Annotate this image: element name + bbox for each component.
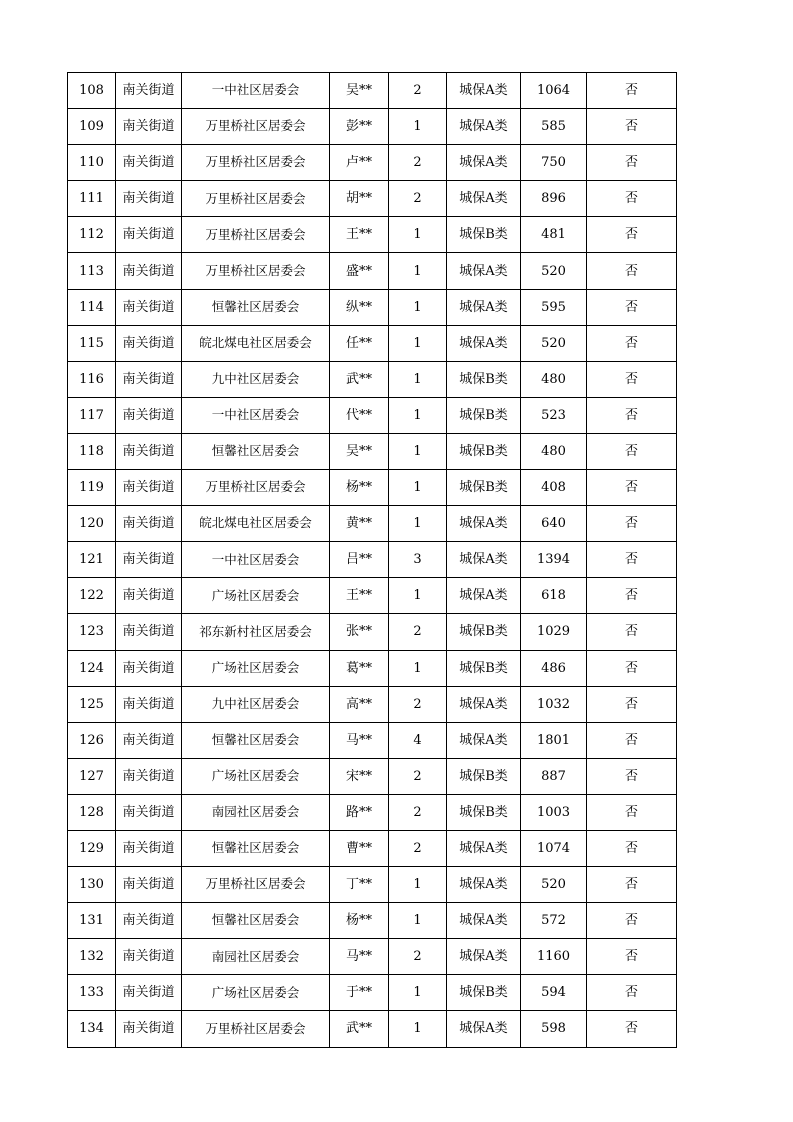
cell-household-size: 1 [389, 975, 447, 1011]
cell-insurance-category: 城保A类 [447, 722, 521, 758]
cell-insurance-category: 城保A类 [447, 830, 521, 866]
cell-person-name: 宋** [330, 758, 389, 794]
cell-person-name: 葛** [330, 650, 389, 686]
cell-row-number: 122 [68, 578, 116, 614]
cell-community-committee: 祁东新村社区居委会 [182, 614, 330, 650]
table-row [68, 1011, 677, 1047]
cell-insurance-category: 城保A类 [447, 253, 521, 289]
cell-flag: 否 [587, 686, 677, 722]
cell-household-size: 2 [389, 758, 447, 794]
cell-community-committee: 恒馨社区居委会 [182, 722, 330, 758]
cell-subdistrict: 南关街道 [116, 578, 182, 614]
cell-amount: 480 [521, 433, 587, 469]
cell-row-number: 116 [68, 361, 116, 397]
cell-amount: 523 [521, 397, 587, 433]
cell-person-name: 武** [330, 1011, 389, 1047]
table-row [68, 470, 677, 506]
table-row [68, 433, 677, 469]
cell-flag: 否 [587, 867, 677, 903]
cell-subdistrict: 南关街道 [116, 614, 182, 650]
cell-amount: 887 [521, 758, 587, 794]
cell-community-committee: 广场社区居委会 [182, 578, 330, 614]
cell-insurance-category: 城保B类 [447, 217, 521, 253]
cell-row-number: 117 [68, 397, 116, 433]
cell-person-name: 高** [330, 686, 389, 722]
cell-person-name: 张** [330, 614, 389, 650]
cell-insurance-category: 城保B类 [447, 614, 521, 650]
cell-household-size: 1 [389, 217, 447, 253]
table-row [68, 830, 677, 866]
cell-person-name: 吕** [330, 542, 389, 578]
cell-row-number: 132 [68, 939, 116, 975]
cell-flag: 否 [587, 253, 677, 289]
cell-insurance-category: 城保B类 [447, 397, 521, 433]
cell-household-size: 2 [389, 794, 447, 830]
cell-row-number: 119 [68, 470, 116, 506]
cell-household-size: 2 [389, 73, 447, 109]
cell-subdistrict: 南关街道 [116, 289, 182, 325]
cell-amount: 1029 [521, 614, 587, 650]
cell-amount: 585 [521, 109, 587, 145]
cell-household-size: 3 [389, 542, 447, 578]
cell-insurance-category: 城保A类 [447, 506, 521, 542]
cell-amount: 618 [521, 578, 587, 614]
cell-row-number: 111 [68, 181, 116, 217]
cell-insurance-category: 城保A类 [447, 1011, 521, 1047]
cell-subdistrict: 南关街道 [116, 975, 182, 1011]
cell-flag: 否 [587, 109, 677, 145]
cell-community-committee: 皖北煤电社区居委会 [182, 325, 330, 361]
cell-person-name: 曹** [330, 830, 389, 866]
cell-household-size: 1 [389, 109, 447, 145]
cell-flag: 否 [587, 975, 677, 1011]
cell-flag: 否 [587, 506, 677, 542]
table-row [68, 867, 677, 903]
cell-subdistrict: 南关街道 [116, 470, 182, 506]
cell-flag: 否 [587, 145, 677, 181]
cell-household-size: 1 [389, 650, 447, 686]
cell-amount: 520 [521, 253, 587, 289]
cell-person-name: 杨** [330, 470, 389, 506]
cell-household-size: 4 [389, 722, 447, 758]
cell-household-size: 1 [389, 867, 447, 903]
cell-amount: 750 [521, 145, 587, 181]
cell-flag: 否 [587, 289, 677, 325]
cell-subdistrict: 南关街道 [116, 903, 182, 939]
table-row [68, 361, 677, 397]
cell-community-committee: 万里桥社区居委会 [182, 1011, 330, 1047]
cell-community-committee: 南园社区居委会 [182, 939, 330, 975]
cell-row-number: 108 [68, 73, 116, 109]
cell-person-name: 纵** [330, 289, 389, 325]
cell-community-committee: 南园社区居委会 [182, 794, 330, 830]
cell-subdistrict: 南关街道 [116, 397, 182, 433]
cell-person-name: 马** [330, 722, 389, 758]
cell-amount: 408 [521, 470, 587, 506]
cell-insurance-category: 城保A类 [447, 542, 521, 578]
cell-insurance-category: 城保B类 [447, 758, 521, 794]
cell-row-number: 109 [68, 109, 116, 145]
cell-amount: 481 [521, 217, 587, 253]
cell-household-size: 1 [389, 903, 447, 939]
cell-flag: 否 [587, 181, 677, 217]
cell-subdistrict: 南关街道 [116, 73, 182, 109]
cell-community-committee: 九中社区居委会 [182, 361, 330, 397]
cell-row-number: 128 [68, 794, 116, 830]
cell-insurance-category: 城保B类 [447, 650, 521, 686]
cell-household-size: 1 [389, 325, 447, 361]
cell-subdistrict: 南关街道 [116, 722, 182, 758]
cell-flag: 否 [587, 830, 677, 866]
cell-subdistrict: 南关街道 [116, 542, 182, 578]
cell-subdistrict: 南关街道 [116, 939, 182, 975]
cell-row-number: 115 [68, 325, 116, 361]
cell-household-size: 1 [389, 470, 447, 506]
cell-amount: 595 [521, 289, 587, 325]
cell-household-size: 1 [389, 433, 447, 469]
cell-person-name: 任** [330, 325, 389, 361]
cell-community-committee: 广场社区居委会 [182, 650, 330, 686]
cell-row-number: 126 [68, 722, 116, 758]
table-row [68, 109, 677, 145]
cell-amount: 480 [521, 361, 587, 397]
cell-insurance-category: 城保A类 [447, 939, 521, 975]
cell-insurance-category: 城保A类 [447, 578, 521, 614]
cell-subdistrict: 南关街道 [116, 145, 182, 181]
cell-insurance-category: 城保A类 [447, 73, 521, 109]
cell-row-number: 125 [68, 686, 116, 722]
cell-amount: 520 [521, 325, 587, 361]
cell-flag: 否 [587, 217, 677, 253]
cell-insurance-category: 城保B类 [447, 975, 521, 1011]
cell-amount: 896 [521, 181, 587, 217]
cell-household-size: 2 [389, 145, 447, 181]
cell-person-name: 路** [330, 794, 389, 830]
cell-flag: 否 [587, 650, 677, 686]
cell-subdistrict: 南关街道 [116, 506, 182, 542]
cell-person-name: 吴** [330, 433, 389, 469]
cell-flag: 否 [587, 361, 677, 397]
cell-row-number: 114 [68, 289, 116, 325]
cell-person-name: 杨** [330, 903, 389, 939]
cell-household-size: 2 [389, 181, 447, 217]
cell-subdistrict: 南关街道 [116, 1011, 182, 1047]
cell-flag: 否 [587, 614, 677, 650]
cell-flag: 否 [587, 73, 677, 109]
cell-flag: 否 [587, 397, 677, 433]
cell-amount: 486 [521, 650, 587, 686]
cell-person-name: 王** [330, 578, 389, 614]
cell-subdistrict: 南关街道 [116, 109, 182, 145]
cell-subdistrict: 南关街道 [116, 867, 182, 903]
cell-community-committee: 一中社区居委会 [182, 397, 330, 433]
cell-amount: 1032 [521, 686, 587, 722]
cell-amount: 1074 [521, 830, 587, 866]
table-row [68, 578, 677, 614]
table-row [68, 253, 677, 289]
cell-person-name: 代** [330, 397, 389, 433]
cell-community-committee: 万里桥社区居委会 [182, 253, 330, 289]
cell-subdistrict: 南关街道 [116, 253, 182, 289]
cell-row-number: 118 [68, 433, 116, 469]
table-row [68, 903, 677, 939]
cell-person-name: 王** [330, 217, 389, 253]
cell-insurance-category: 城保B类 [447, 794, 521, 830]
cell-household-size: 1 [389, 1011, 447, 1047]
cell-flag: 否 [587, 794, 677, 830]
table-row [68, 325, 677, 361]
cell-community-committee: 广场社区居委会 [182, 975, 330, 1011]
cell-community-committee: 万里桥社区居委会 [182, 217, 330, 253]
table-row [68, 73, 677, 109]
cell-insurance-category: 城保A类 [447, 903, 521, 939]
table-row [68, 758, 677, 794]
table-row [68, 975, 677, 1011]
table-row [68, 794, 677, 830]
table-row [68, 542, 677, 578]
cell-row-number: 124 [68, 650, 116, 686]
table-row [68, 650, 677, 686]
cell-person-name: 胡** [330, 181, 389, 217]
cell-household-size: 2 [389, 686, 447, 722]
cell-community-committee: 万里桥社区居委会 [182, 181, 330, 217]
cell-subdistrict: 南关街道 [116, 181, 182, 217]
cell-household-size: 1 [389, 506, 447, 542]
cell-subdistrict: 南关街道 [116, 433, 182, 469]
cell-person-name: 吴** [330, 73, 389, 109]
table-row [68, 939, 677, 975]
cell-subdistrict: 南关街道 [116, 758, 182, 794]
cell-insurance-category: 城保A类 [447, 325, 521, 361]
cell-community-committee: 万里桥社区居委会 [182, 109, 330, 145]
cell-amount: 1394 [521, 542, 587, 578]
cell-amount: 598 [521, 1011, 587, 1047]
cell-flag: 否 [587, 470, 677, 506]
cell-person-name: 盛** [330, 253, 389, 289]
cell-insurance-category: 城保A类 [447, 289, 521, 325]
cell-amount: 594 [521, 975, 587, 1011]
cell-community-committee: 一中社区居委会 [182, 542, 330, 578]
cell-flag: 否 [587, 325, 677, 361]
cell-row-number: 120 [68, 506, 116, 542]
cell-subdistrict: 南关街道 [116, 217, 182, 253]
cell-household-size: 1 [389, 289, 447, 325]
cell-amount: 1801 [521, 722, 587, 758]
cell-person-name: 丁** [330, 867, 389, 903]
cell-row-number: 113 [68, 253, 116, 289]
cell-community-committee: 恒馨社区居委会 [182, 433, 330, 469]
cell-community-committee: 恒馨社区居委会 [182, 903, 330, 939]
cell-flag: 否 [587, 903, 677, 939]
table-row [68, 217, 677, 253]
table-row [68, 506, 677, 542]
table-row [68, 722, 677, 758]
cell-person-name: 于** [330, 975, 389, 1011]
cell-household-size: 2 [389, 830, 447, 866]
cell-amount: 520 [521, 867, 587, 903]
cell-community-committee: 万里桥社区居委会 [182, 145, 330, 181]
cell-insurance-category: 城保A类 [447, 109, 521, 145]
cell-insurance-category: 城保A类 [447, 181, 521, 217]
cell-row-number: 130 [68, 867, 116, 903]
cell-row-number: 133 [68, 975, 116, 1011]
cell-household-size: 1 [389, 361, 447, 397]
cell-amount: 1064 [521, 73, 587, 109]
cell-row-number: 127 [68, 758, 116, 794]
cell-row-number: 131 [68, 903, 116, 939]
cell-row-number: 110 [68, 145, 116, 181]
cell-row-number: 112 [68, 217, 116, 253]
cell-flag: 否 [587, 758, 677, 794]
cell-amount: 1003 [521, 794, 587, 830]
cell-amount: 640 [521, 506, 587, 542]
cell-flag: 否 [587, 433, 677, 469]
cell-insurance-category: 城保A类 [447, 867, 521, 903]
cell-household-size: 2 [389, 614, 447, 650]
cell-household-size: 1 [389, 253, 447, 289]
cell-community-committee: 广场社区居委会 [182, 758, 330, 794]
cell-insurance-category: 城保B类 [447, 361, 521, 397]
cell-subdistrict: 南关街道 [116, 794, 182, 830]
cell-community-committee: 皖北煤电社区居委会 [182, 506, 330, 542]
cell-subdistrict: 南关街道 [116, 650, 182, 686]
cell-insurance-category: 城保A类 [447, 145, 521, 181]
cell-row-number: 121 [68, 542, 116, 578]
cell-person-name: 彭** [330, 109, 389, 145]
table-row [68, 289, 677, 325]
cell-person-name: 黄** [330, 506, 389, 542]
cell-subdistrict: 南关街道 [116, 686, 182, 722]
cell-household-size: 2 [389, 939, 447, 975]
cell-subdistrict: 南关街道 [116, 830, 182, 866]
cell-household-size: 1 [389, 578, 447, 614]
cell-community-committee: 万里桥社区居委会 [182, 867, 330, 903]
cell-subdistrict: 南关街道 [116, 325, 182, 361]
cell-insurance-category: 城保A类 [447, 686, 521, 722]
table-row [68, 145, 677, 181]
cell-flag: 否 [587, 939, 677, 975]
cell-row-number: 123 [68, 614, 116, 650]
cell-flag: 否 [587, 1011, 677, 1047]
cell-community-committee: 九中社区居委会 [182, 686, 330, 722]
cell-amount: 1160 [521, 939, 587, 975]
cell-community-committee: 恒馨社区居委会 [182, 830, 330, 866]
cell-insurance-category: 城保B类 [447, 433, 521, 469]
cell-person-name: 武** [330, 361, 389, 397]
cell-flag: 否 [587, 578, 677, 614]
cell-household-size: 1 [389, 397, 447, 433]
cell-community-committee: 万里桥社区居委会 [182, 470, 330, 506]
cell-person-name: 马** [330, 939, 389, 975]
cell-community-committee: 一中社区居委会 [182, 73, 330, 109]
cell-row-number: 134 [68, 1011, 116, 1047]
table-row [68, 181, 677, 217]
cell-amount: 572 [521, 903, 587, 939]
cell-person-name: 卢** [330, 145, 389, 181]
table-row [68, 614, 677, 650]
cell-community-committee: 恒馨社区居委会 [182, 289, 330, 325]
cell-row-number: 129 [68, 830, 116, 866]
cell-flag: 否 [587, 722, 677, 758]
cell-subdistrict: 南关街道 [116, 361, 182, 397]
table-row [68, 397, 677, 433]
table-row [68, 686, 677, 722]
cell-insurance-category: 城保B类 [447, 470, 521, 506]
data-table [67, 72, 677, 1048]
cell-flag: 否 [587, 542, 677, 578]
